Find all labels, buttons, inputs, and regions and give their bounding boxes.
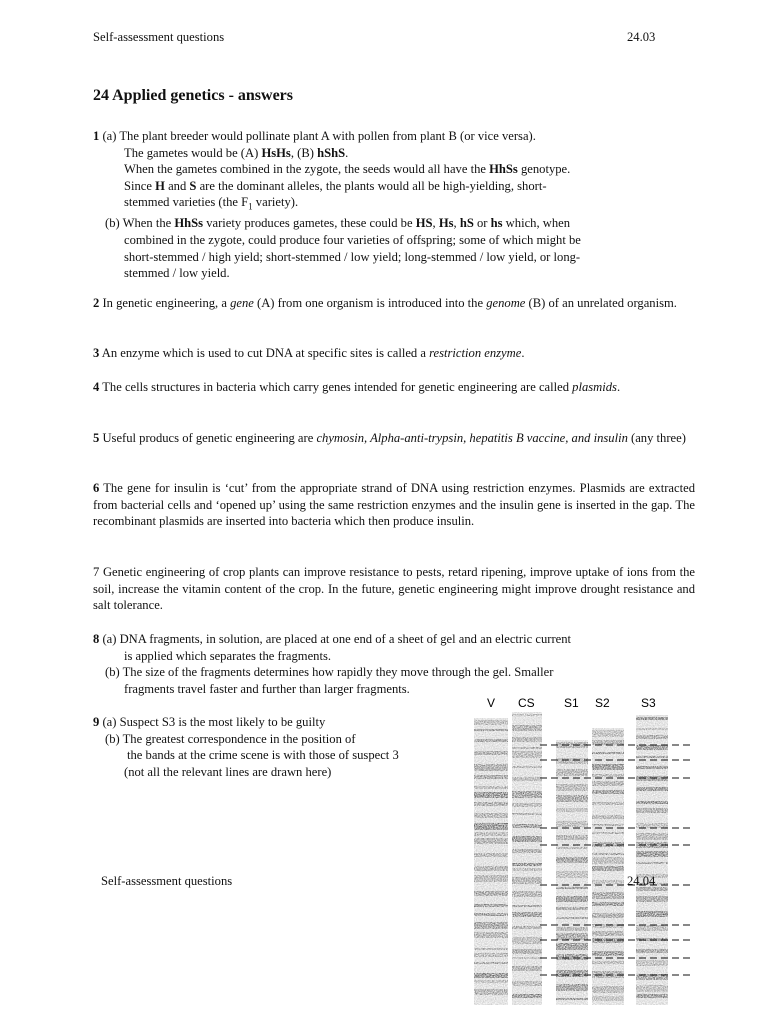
gel-band bbox=[474, 913, 508, 916]
gel-band bbox=[592, 802, 624, 805]
gel-band bbox=[512, 966, 542, 971]
gel-band bbox=[512, 863, 542, 866]
gel-band bbox=[556, 927, 588, 931]
answer-2: 2 In genetic engineering, a gene (A) from one organism is introduced into the genome (B) of an unrelated organism. bbox=[93, 296, 677, 310]
gel-band bbox=[556, 887, 588, 889]
gel-band bbox=[512, 957, 542, 959]
gel-band bbox=[512, 791, 542, 798]
gel-band bbox=[474, 823, 508, 830]
gel-band bbox=[556, 970, 588, 977]
gel-band bbox=[556, 758, 588, 764]
answer-5: 5 Useful producs of genetic engineering are chymosin, Alpha-anti-trypsin, hepatitis B vaccine, and insulin (any three) bbox=[93, 431, 686, 445]
gel-band bbox=[636, 960, 668, 966]
gel-band bbox=[474, 989, 508, 995]
gel-band bbox=[592, 774, 624, 777]
lane-label-s1: S1 bbox=[564, 696, 579, 710]
gel-band bbox=[556, 742, 588, 748]
gel-band bbox=[556, 808, 588, 812]
footer-page-number: 24.04 bbox=[627, 874, 656, 888]
answer-9: 9 (a) Suspect S3 is the most likely to be guilty (b) The greatest correspondence in the position of the bands at the crime scene is with those of suspect 3 (not all the relevant lines are drawn here) bbox=[93, 715, 399, 779]
gel-band bbox=[592, 866, 624, 871]
gel-band bbox=[512, 803, 542, 807]
gel-band bbox=[556, 835, 588, 840]
answer-1-number: 1 bbox=[93, 129, 100, 143]
gel-band bbox=[474, 866, 508, 871]
gel-band bbox=[556, 998, 588, 1000]
gel-band bbox=[474, 891, 508, 896]
gel-band bbox=[592, 730, 624, 737]
gel-band bbox=[512, 766, 542, 768]
gel-band bbox=[512, 751, 542, 758]
gel-band bbox=[556, 847, 588, 849]
answer-7: 7 Genetic engineering of crop plants can improve resistance to pests, retard ripening, improve uptake of ions from the soil, increase the vitamin content of the crop. In the future, genetic engineering might improve drought resistance and salt tolerance. bbox=[93, 565, 695, 613]
gel-band bbox=[556, 871, 588, 878]
gel-band bbox=[474, 904, 508, 907]
gel-band bbox=[556, 943, 588, 950]
gel-band bbox=[636, 896, 668, 902]
gel-band bbox=[592, 740, 624, 745]
gel-band bbox=[474, 838, 508, 844]
gel-band bbox=[636, 717, 668, 720]
gel-band bbox=[592, 815, 624, 819]
lane-label-s2: S2 bbox=[595, 696, 610, 710]
gel-band bbox=[474, 739, 508, 742]
gel-band bbox=[512, 905, 542, 907]
gel-band bbox=[592, 752, 624, 754]
gel-band bbox=[636, 862, 668, 864]
gel-band bbox=[556, 984, 588, 991]
gel-band bbox=[556, 954, 588, 960]
gel-band bbox=[474, 948, 508, 950]
gel-band bbox=[512, 725, 542, 731]
gel-band bbox=[636, 735, 668, 739]
gel-band bbox=[474, 980, 508, 983]
gel-band bbox=[512, 891, 542, 897]
gel-band bbox=[512, 949, 542, 954]
gel-band bbox=[512, 849, 542, 853]
gel-band bbox=[636, 949, 668, 953]
gel-band bbox=[592, 951, 624, 956]
gel-band bbox=[592, 764, 624, 770]
gel-band bbox=[592, 857, 624, 864]
gel-band bbox=[636, 994, 668, 998]
gel-band bbox=[512, 836, 542, 842]
gel-band bbox=[512, 994, 542, 998]
page-title: 24 Applied genetics - answers bbox=[93, 87, 293, 104]
gel-band bbox=[512, 868, 542, 871]
gel-band bbox=[474, 751, 508, 755]
gel-band bbox=[474, 962, 508, 964]
gel-band bbox=[556, 896, 588, 902]
gel-band bbox=[512, 813, 542, 815]
gel-band bbox=[592, 902, 624, 906]
gel-band bbox=[512, 926, 542, 929]
gel-band bbox=[474, 764, 508, 771]
dna-fingerprint-gel bbox=[455, 690, 695, 1010]
gel-band bbox=[512, 981, 542, 986]
gel-band bbox=[592, 913, 624, 918]
gel-band bbox=[636, 801, 668, 804]
gel-band bbox=[512, 747, 542, 749]
gel-band bbox=[474, 775, 508, 779]
gel-band bbox=[474, 853, 508, 857]
answer-6: 6 The gene for insulin is ‘cut’ from the appropriate strand of DNA using restriction enzymes. Plasmids are extracted from bacterial cells and ‘opened up’ using the same restriction enzymes and the insulin gene is inserted in the gap. The recombinant plasmids are inserted into bacteria which then produce insulin. bbox=[93, 481, 695, 529]
gel-band bbox=[636, 911, 668, 917]
gel-band bbox=[592, 853, 624, 855]
gel-band bbox=[474, 729, 508, 731]
gel-band bbox=[592, 781, 624, 786]
gel-band bbox=[592, 880, 624, 884]
gel-band bbox=[592, 824, 624, 826]
gel-band bbox=[556, 795, 588, 802]
gel-band bbox=[512, 777, 542, 781]
lane-label-s3: S3 bbox=[641, 696, 656, 710]
gel-lane-1 bbox=[474, 718, 508, 1005]
gel-band bbox=[512, 937, 542, 944]
gel-band bbox=[474, 875, 508, 882]
gel-band bbox=[636, 728, 668, 730]
gel-band bbox=[636, 851, 668, 857]
gel-band bbox=[636, 756, 668, 758]
gel-band bbox=[556, 917, 588, 919]
gel-band bbox=[474, 802, 508, 806]
gel-band bbox=[556, 821, 588, 827]
gel-band bbox=[636, 787, 668, 791]
lane-label-v: V bbox=[487, 696, 496, 710]
answer-4: 4 The cells structures in bacteria which carry genes intended for genetic engineering are called plasmids. bbox=[93, 380, 621, 394]
gel-band bbox=[556, 784, 588, 791]
answer-8: 8 (a) DNA fragments, in solution, are placed at one end of a sheet of gel and an electric current is applied which separates the fragments. (b) The size of the fragments determines how rapidly they move through the gel. Smaller fragments travel faster and further than larger fragments. bbox=[93, 632, 572, 696]
gel-band bbox=[636, 745, 668, 750]
gel-band bbox=[474, 953, 508, 957]
gel-band bbox=[592, 986, 624, 993]
header-page-number: 24.03 bbox=[627, 30, 656, 44]
gel-band bbox=[636, 833, 668, 840]
gel-band bbox=[636, 766, 668, 769]
gel-band bbox=[592, 790, 624, 794]
gel-band bbox=[474, 922, 508, 929]
gel-band bbox=[636, 925, 668, 931]
gel-band bbox=[474, 932, 508, 938]
answer-1: 1 (a) The plant breeder would pollinate plant A with pollen from plant B (or vice versa). The gametes would be (A) HsHs, (B) hShS. When the gametes combined in the zygote, the seeds would all have the HhSs genotype. Since H and S are the dominant alleles, the plants would all be high-yielding, short- stemmed varieties (the $F_1$ variety). (b) When the HhSs variety produces gametes, these could be HS, Hs, hS or hs which, when combined in the zygote, could produce four varieties of offspring; some of which might be short-stemmed / high yield; short-stemmed / low yield; long-stemmed / low yield, or long- stemmed / low yield. bbox=[93, 129, 581, 281]
gel-band bbox=[512, 824, 542, 828]
gel-band bbox=[512, 714, 542, 716]
gel-band bbox=[512, 912, 542, 917]
gel-band bbox=[474, 973, 508, 978]
gel-band bbox=[474, 792, 508, 798]
gel-band bbox=[636, 808, 668, 813]
gel-band bbox=[636, 823, 668, 828]
gel-band bbox=[592, 832, 624, 834]
gel-band bbox=[556, 933, 588, 940]
gel-band bbox=[592, 961, 624, 964]
gel-band bbox=[592, 892, 624, 899]
gel-band bbox=[474, 720, 508, 725]
gel-band bbox=[556, 769, 588, 776]
gel-band bbox=[474, 786, 508, 789]
footer-left: Self-assessment questions bbox=[101, 874, 233, 888]
header-left: Self-assessment questions bbox=[93, 30, 225, 44]
gel-band bbox=[474, 832, 508, 836]
gel-band bbox=[592, 996, 624, 1001]
gel-band bbox=[512, 737, 542, 742]
gel-band bbox=[512, 877, 542, 884]
gel-band bbox=[556, 857, 588, 863]
gel-band bbox=[636, 985, 668, 992]
answer-3: 3 An enzyme which is used to cut DNA at specific sites is called a restriction enzyme. bbox=[93, 346, 525, 360]
gel-band bbox=[556, 907, 588, 910]
lane-label-cs: CS bbox=[518, 696, 535, 710]
gel-band bbox=[592, 931, 624, 936]
gel-band bbox=[474, 813, 508, 818]
